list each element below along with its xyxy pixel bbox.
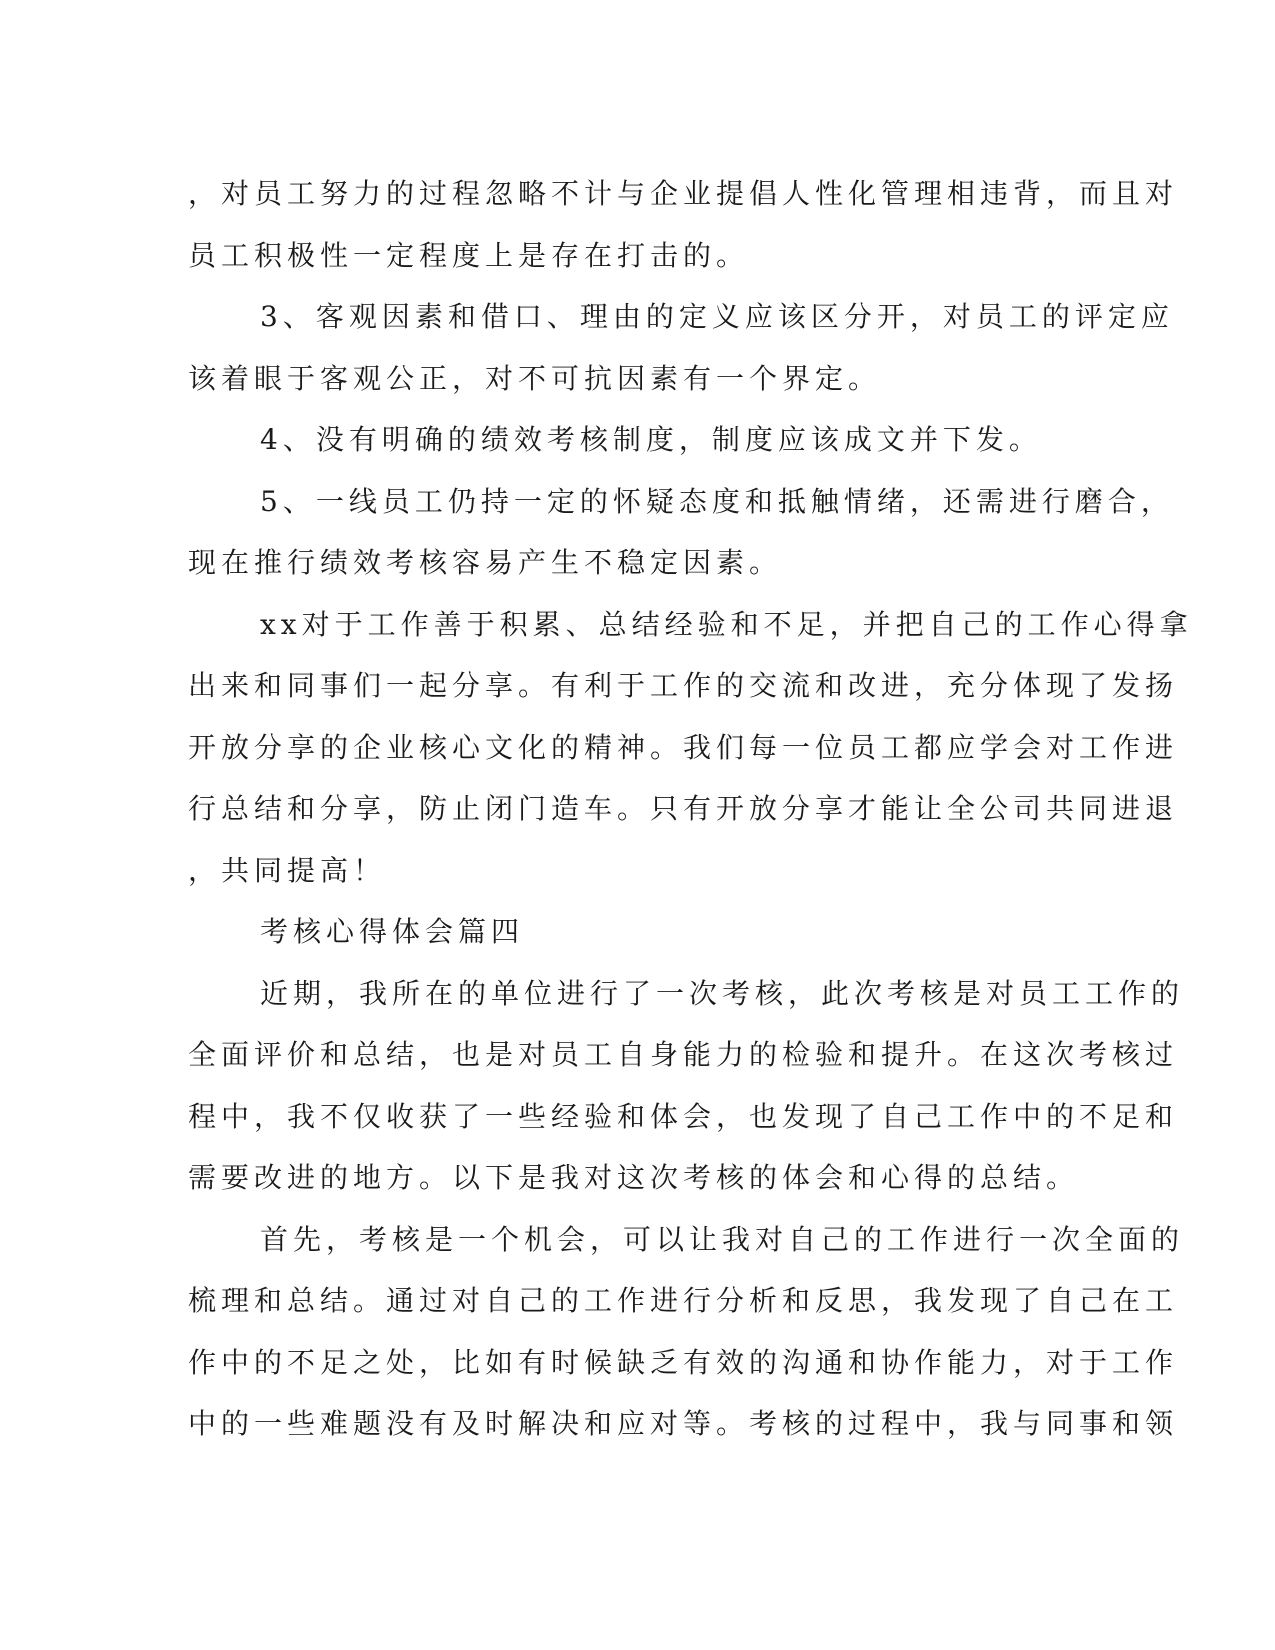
- text-line: 需要改进的地方。以下是我对这次考核的体会和心得的总结。: [188, 1161, 1080, 1194]
- text-line: 开放分享的企业核心文化的精神。我们每一位员工都应学会对工作进: [188, 730, 1179, 764]
- text-line: 中的一些难题没有及时解决和应对等。考核的过程中，我与同事和领: [188, 1407, 1179, 1440]
- text-line: 作中的不足之处，比如有时候缺乏有效的沟通和协作能力，对于工作: [188, 1345, 1179, 1379]
- text-line: 考核心得体会篇四: [260, 915, 525, 948]
- text-line: xx对于工作善于积累、总结经验和不足，并把自己的工作心得拿: [260, 607, 1193, 641]
- text-line: 员工积极性一定程度上是存在打击的。: [188, 238, 750, 272]
- text-line: 行总结和分享，防止闭门造车。只有开放分享才能让全公司共同进退: [188, 792, 1179, 825]
- text-line: 3、客观因素和借口、理由的定义应该区分开，对员工的评定应: [260, 300, 1174, 333]
- text-line: 现在推行绩效考核容易产生不稳定因素。: [188, 546, 783, 579]
- text-line: ，共同提高！: [188, 853, 387, 887]
- text-line: 该着眼于客观公正，对不可抗因素有一个界定。: [188, 361, 882, 395]
- text-line: 首先，考核是一个机会，可以让我对自己的工作进行一次全面的: [260, 1222, 1185, 1256]
- text-line: 4、没有明确的绩效考核制度，制度应该成文并下发。: [260, 423, 1042, 456]
- text-line: 梳理和总结。通过对自己的工作进行分析和反思，我发现了自己在工: [188, 1284, 1179, 1317]
- text-line: 全面评价和总结，也是对员工自身能力的检验和提升。在这次考核过: [188, 1038, 1179, 1071]
- document-body: [188, 163, 1193, 1455]
- text-line: ，对员工努力的过程忽略不计与企业提倡人性化管理相违背，而且对: [188, 177, 1179, 210]
- text-line: 出来和同事们一起分享。有利于工作的交流和改进，充分体现了发扬: [188, 669, 1179, 702]
- text-line: 5、一线员工仍持一定的怀疑态度和抵触情绪，还需进行磨合，: [260, 484, 1174, 518]
- text-line: 近期，我所在的单位进行了一次考核，此次考核是对员工工作的: [260, 976, 1185, 1010]
- text-line: 程中，我不仅收获了一些经验和体会，也发现了自己工作中的不足和: [188, 1099, 1179, 1133]
